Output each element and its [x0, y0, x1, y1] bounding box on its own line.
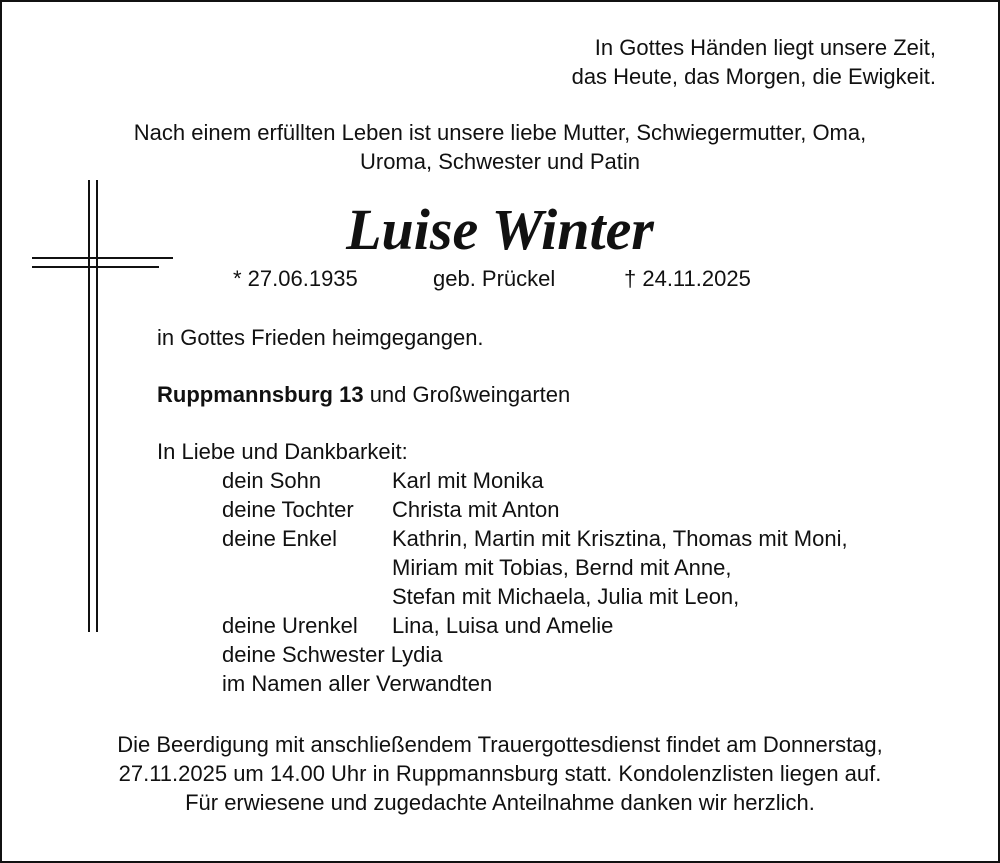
place-rest: und Großweingarten — [363, 382, 571, 407]
intro-line-2: Uroma, Schwester und Patin — [359, 149, 641, 174]
mourner-names: Miriam mit Tobias, Bernd mit Anne, — [392, 555, 732, 580]
mourner-label: deine Enkel — [222, 526, 337, 551]
mourner-label: dein Sohn — [222, 468, 322, 493]
funeral-line-1: Die Beerdigung mit anschließendem Trauergottesdienst findet am Donnerstag, — [117, 732, 883, 757]
funeral-line-2: 27.11.2025 um 14.00 Uhr in Ruppmannsburg statt. Kondolenzlisten liegen auf. — [118, 761, 882, 786]
mourner-label: deine Tochter — [222, 497, 354, 522]
place-line — [157, 380, 570, 409]
intro-line-1: Nach einem erfüllten Leben ist unsere liebe Mutter, Schwiegermutter, Oma, — [133, 120, 867, 145]
passed-text: in Gottes Frieden heimgegangen. — [157, 325, 484, 350]
motto-line-1: In Gottes Händen liegt unsere Zeit, — [594, 35, 936, 60]
motto-line-2: das Heute, das Morgen, die Ewigkeit. — [571, 64, 936, 89]
mourner-names: Karl mit Monika — [392, 468, 544, 493]
maiden-name: geb. Prückel — [433, 266, 556, 291]
mourner-label: deine Schwester Lydia — [222, 642, 443, 667]
mourners-heading: In Liebe und Dankbarkeit: — [157, 439, 408, 464]
mourner-label: deine Urenkel — [222, 613, 358, 638]
birth-date: * 27.06.1935 — [233, 266, 358, 291]
mourner-names: Stefan mit Michaela, Julia mit Leon, — [392, 584, 740, 609]
place-bold: Ruppmannsburg 13 — [157, 382, 364, 407]
mourner-names: Christa mit Anton — [392, 497, 560, 522]
mourner-label: im Namen aller Verwandten — [222, 671, 493, 696]
funeral-line-3: Für erwiesene und zugedachte Anteilnahme danken wir herzlich. — [185, 790, 815, 815]
mourner-names: Lina, Luisa und Amelie — [392, 613, 614, 638]
deceased-name: Luise Winter — [346, 197, 654, 262]
mourner-names: Kathrin, Martin mit Krisztina, Thomas mit Moni, — [392, 526, 848, 551]
death-date: † 24.11.2025 — [624, 266, 751, 291]
